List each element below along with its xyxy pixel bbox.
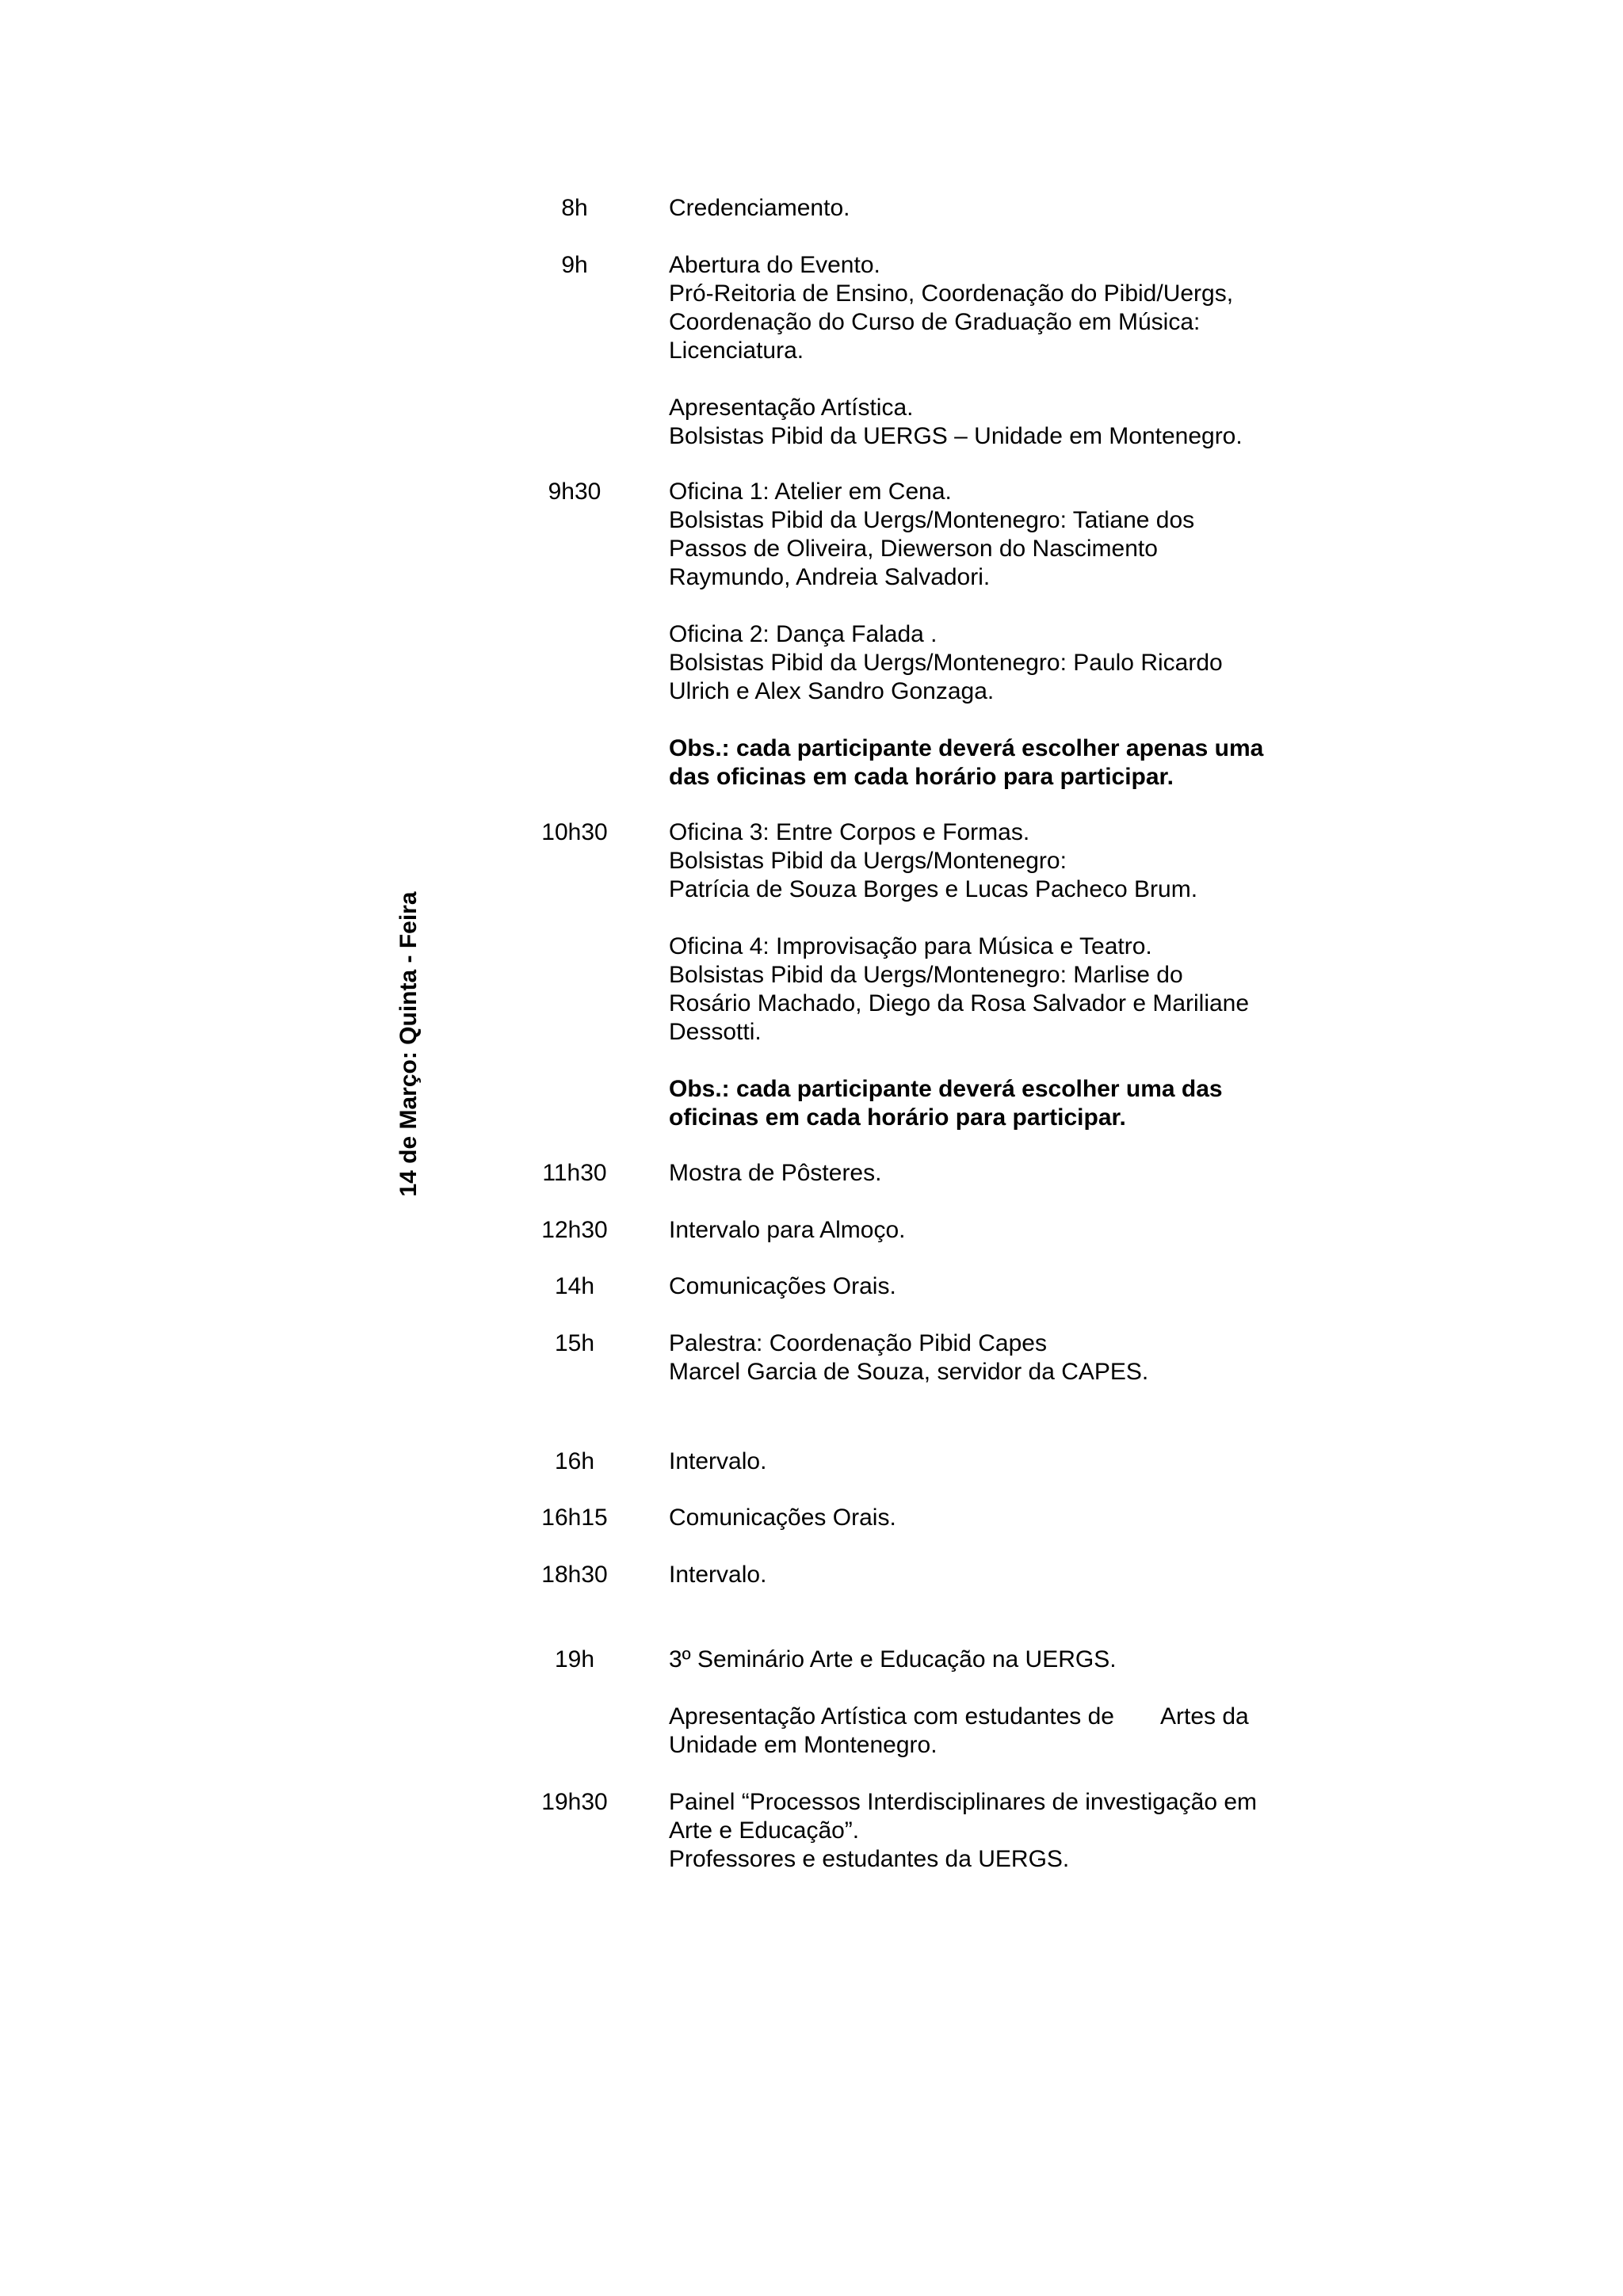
- schedule-row-10h30: [523, 818, 1411, 1132]
- entry-line: Intervalo.: [669, 1562, 767, 1588]
- schedule-entry: [669, 478, 1319, 791]
- entry-line: Ulrich e Alex Sandro Gonzaga.: [669, 678, 995, 704]
- entry-paragraph: [669, 818, 1319, 904]
- entry-paragraph: [669, 1788, 1319, 1874]
- entry-paragraph: [669, 1703, 1319, 1760]
- schedule-entry: [669, 1216, 1319, 1245]
- time-label: 11h30: [542, 1160, 607, 1186]
- entry-line: Patrícia de Souza Borges e Lucas Pacheco Brum.: [669, 876, 1198, 902]
- schedule-row-11h30: [523, 1159, 1411, 1188]
- entry-line: Credenciamento.: [669, 195, 850, 221]
- entry-line: Oficina 4: Improvisação para Música e Teatro.: [669, 933, 1152, 959]
- schedule-row-19h: [523, 1646, 1411, 1760]
- time-label: 16h15: [541, 1505, 608, 1531]
- entry-line: Oficina 3: Entre Corpos e Formas.: [669, 819, 1030, 845]
- schedule-entry: [669, 1504, 1319, 1532]
- entry-line-text: Apresentação Artística com estudantes de: [669, 1703, 1114, 1730]
- time-label: 14h: [554, 1273, 595, 1299]
- time-label: 15h: [554, 1330, 595, 1356]
- entry-paragraph: [669, 1216, 1319, 1245]
- entry-line-tail: Artes da: [1160, 1703, 1249, 1730]
- schedule-row-16h: [523, 1447, 1411, 1476]
- schedule-row-8h: [523, 194, 1411, 223]
- schedule-row-16h15: [523, 1504, 1411, 1532]
- entry-paragraph: [669, 1272, 1319, 1301]
- note-paragraph: [669, 1075, 1319, 1132]
- entry-line: Painel “Processos Interdisciplinares de investigação em: [669, 1789, 1258, 1815]
- entry-paragraph: [669, 194, 1319, 223]
- entry-line: oficinas em cada horário para participar.: [669, 1104, 1126, 1131]
- entry-line: Mostra de Pôsteres.: [669, 1160, 882, 1186]
- day-label: 14 de Março: Quinta - Feira: [395, 891, 422, 1197]
- entry-paragraph: [669, 620, 1319, 706]
- entry-line: Palestra: Coordenação Pibid Capes: [669, 1330, 1047, 1356]
- schedule-row-14h: [523, 1272, 1411, 1301]
- time-label: 9h30: [548, 479, 601, 505]
- entry-line: 3º Seminário Arte e Educação na UERGS.: [669, 1646, 1117, 1672]
- time-label: 19h: [554, 1646, 595, 1672]
- entry-line: Bolsistas Pibid da Uergs/Montenegro: Paulo Ricardo: [669, 650, 1223, 676]
- note-paragraph: [669, 734, 1319, 791]
- entry-line: Marcel Garcia de Souza, servidor da CAPES.: [669, 1359, 1149, 1385]
- entry-line: Unidade em Montenegro.: [669, 1732, 938, 1758]
- entry-paragraph: [669, 1646, 1319, 1674]
- entry-line: Comunicações Orais.: [669, 1505, 896, 1531]
- entry-paragraph: [669, 1561, 1319, 1589]
- entry-line: Oficina 2: Dança Falada .: [669, 621, 938, 647]
- schedule-row-9h: [523, 251, 1411, 451]
- entry-paragraph: [669, 1329, 1319, 1386]
- entry-paragraph: [669, 933, 1319, 1047]
- entry-line: Bolsistas Pibid da UERGS – Unidade em Montenegro.: [669, 423, 1243, 449]
- schedule-entry: [669, 1561, 1319, 1589]
- entry-line: Arte e Educação”.: [669, 1817, 860, 1844]
- entry-paragraph: [669, 394, 1319, 451]
- entry-line: Abertura do Evento.: [669, 252, 880, 278]
- entry-line: Professores e estudantes da UERGS.: [669, 1846, 1070, 1872]
- entry-line: Bolsistas Pibid da Uergs/Montenegro:: [669, 848, 1067, 874]
- entry-line: Obs.: cada participante deverá escolher apenas uma: [669, 735, 1264, 761]
- schedule-row-9h30: [523, 478, 1411, 791]
- entry-line: Intervalo para Almoço.: [669, 1217, 906, 1243]
- entry-line: das oficinas em cada horário para participar.: [669, 764, 1174, 790]
- schedule-row-15h: [523, 1329, 1411, 1386]
- entry-line: Intervalo.: [669, 1448, 767, 1474]
- schedule-row-18h30: [523, 1561, 1411, 1589]
- time-label: 8h: [561, 195, 588, 221]
- entry-line: Licenciatura.: [669, 338, 804, 364]
- entry-paragraph: [669, 251, 1319, 365]
- entry-line: Bolsistas Pibid da Uergs/Montenegro: Marlise do: [669, 962, 1183, 988]
- schedule-entry: [669, 1159, 1319, 1188]
- schedule-entry: [669, 1646, 1319, 1760]
- entry-line: Bolsistas Pibid da Uergs/Montenegro: Tatiane dos: [669, 507, 1195, 533]
- time-label: 16h: [554, 1448, 595, 1474]
- entry-line: [669, 1703, 1319, 1731]
- time-label: 12h30: [541, 1217, 608, 1243]
- entry-line: Rosário Machado, Diego da Rosa Salvador e Mariliane: [669, 990, 1250, 1016]
- time-label: 19h30: [541, 1789, 608, 1815]
- entry-paragraph: [669, 478, 1319, 592]
- time-label: 18h30: [541, 1562, 608, 1588]
- schedule-entry: [669, 251, 1319, 451]
- entry-paragraph: [669, 1504, 1319, 1532]
- entry-line: Passos de Oliveira, Diewerson do Nascimento: [669, 536, 1158, 562]
- entry-line: Oficina 1: Atelier em Cena.: [669, 479, 952, 505]
- entry-paragraph: [669, 1447, 1319, 1476]
- time-label: 10h30: [541, 819, 608, 845]
- entry-line: Apresentação Artística.: [669, 395, 914, 421]
- schedule-entry: [669, 1447, 1319, 1476]
- entry-line: Raymundo, Andreia Salvadori.: [669, 564, 991, 590]
- schedule-row-19h30: [523, 1788, 1411, 1874]
- entry-line: Coordenação do Curso de Graduação em Música:: [669, 309, 1201, 335]
- entry-paragraph: [669, 1159, 1319, 1188]
- entry-line: Dessotti.: [669, 1019, 762, 1045]
- time-label: 9h: [561, 252, 588, 278]
- schedule-entry: [669, 1788, 1319, 1874]
- entry-line: Comunicações Orais.: [669, 1273, 896, 1299]
- schedule-row-12h30: [523, 1216, 1411, 1245]
- entry-line: Obs.: cada participante deverá escolher uma das: [669, 1076, 1223, 1102]
- schedule-entry: [669, 1272, 1319, 1301]
- schedule-entry: [669, 194, 1319, 223]
- entry-line: Pró-Reitoria de Ensino, Coordenação do Pibid/Uergs,: [669, 280, 1234, 307]
- schedule-entry: [669, 1329, 1319, 1386]
- schedule-entry: [669, 818, 1319, 1132]
